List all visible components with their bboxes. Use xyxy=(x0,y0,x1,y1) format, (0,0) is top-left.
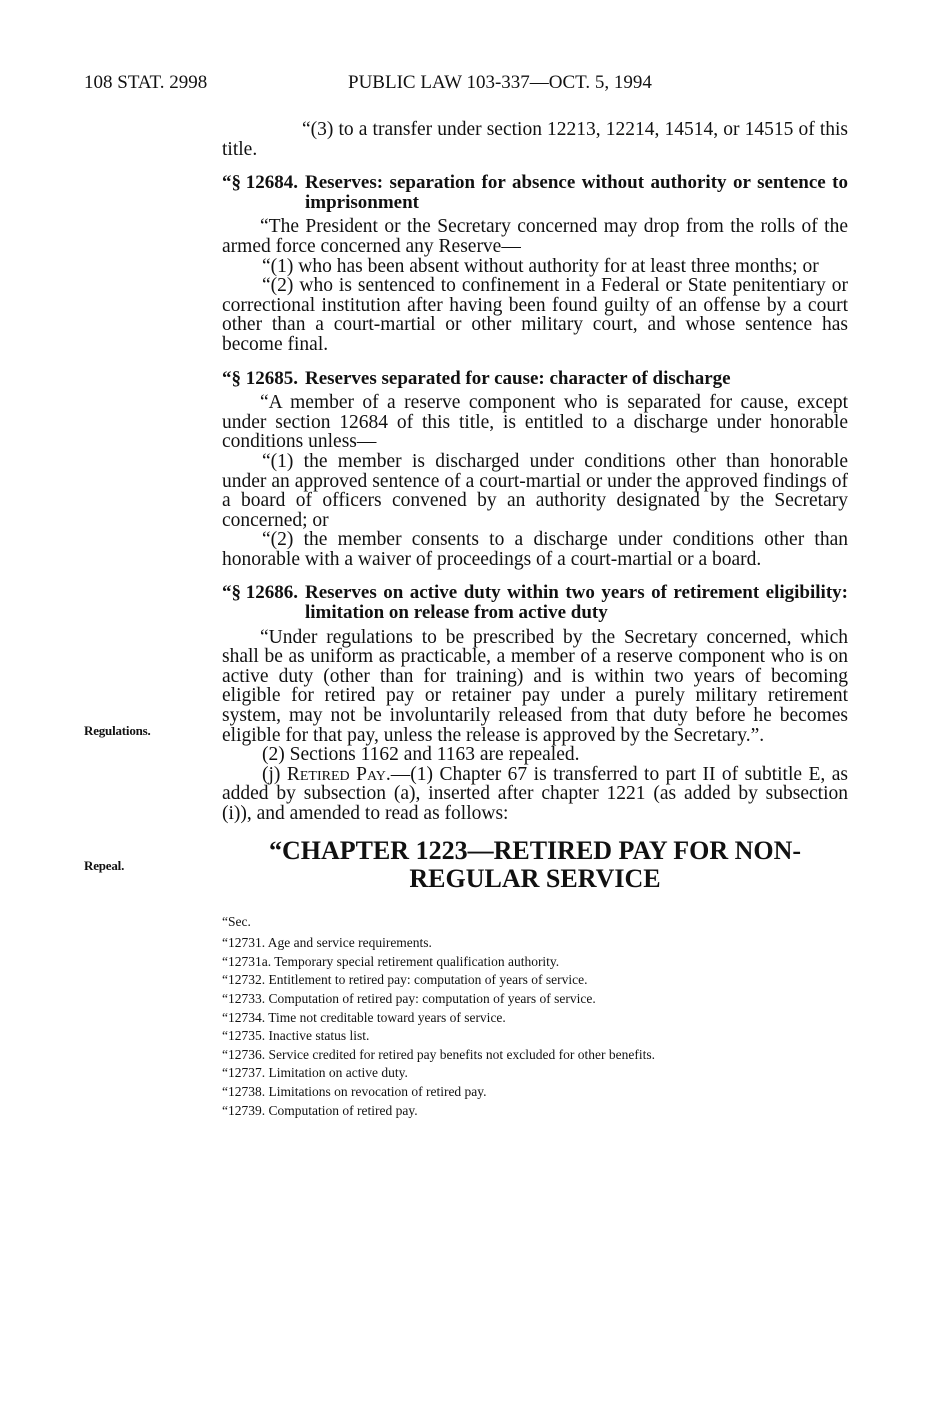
section-12684-para-1: “(1) who has been absent without authority for at least three months; or xyxy=(262,255,819,277)
toc-item: “12737. Limitation on active duty. xyxy=(222,1065,408,1081)
section-12684-heading xyxy=(222,173,848,212)
toc-item: “12731a. Temporary special retirement qualification authority. xyxy=(222,953,560,969)
section-12685-intro: “A member of a reserve component who is separated for cause, except under section 12684 of this title, is entitled to a discharge under honorable conditions unless— xyxy=(222,392,848,453)
section-12686-body: “Under regulations to be prescribed by the Secretary concerned, which shall be as uniform as practicable, a member of a reserve component who is on active duty (other than for training) and is within two years of becoming eligible for retired pay or retainer pay under a purely military retirement system, may not be involuntarily released from that duty before he becomes eligible for that pay, unless the release is approved by the Secretary.”. xyxy=(222,626,848,746)
toc-item: “12736. Service credited for retired pay benefits not excluded for other benefits. xyxy=(222,1046,655,1062)
toc-item: “12738. Limitations on revocation of retired pay. xyxy=(222,1083,487,1099)
section-12685-para-2: “(2) the member consents to a discharge under conditions other than honorable with a waiver of proceedings of a court-martial or a board. xyxy=(222,529,848,570)
section-table-of-contents xyxy=(222,913,848,1121)
repeal-paragraph: (2) Sections 1162 and 1163 are repealed. xyxy=(262,744,580,766)
section-number: “§ 12685. xyxy=(222,367,298,389)
toc-sec-label: “Sec. xyxy=(222,913,251,929)
chapter-heading-line-2: REGULAR SERVICE xyxy=(409,863,661,893)
section-title: Reserves on active duty within two years of retirement eligibility: limitation on release from active duty xyxy=(305,582,848,624)
subsection-j-heading: Retired Pay xyxy=(286,763,386,785)
section-number: “§ 12686. xyxy=(222,582,298,604)
section-number: “§ 12684. xyxy=(222,172,298,194)
toc-item: “12735. Inactive status list. xyxy=(222,1028,370,1044)
subsection-j-text: .—(1) Chapter 67 is transferred to part II of subtitle E, as added by subsection (a), inserted after chapter 1221 (as added by subsection (i)), and amended to read as follows: xyxy=(222,763,849,824)
paragraph-transfer: “(3) to a transfer under section 12213, 12214, 14514, or 14515 of this title. xyxy=(222,119,848,160)
section-12684-intro: “The President or the Secretary concerned may drop from the rolls of the armed force concerned any Reserve— xyxy=(222,216,848,257)
subsection-j-label: (j) xyxy=(262,763,281,785)
chapter-heading xyxy=(222,837,848,893)
chapter-heading-line-1: “CHAPTER 1223—RETIRED PAY FOR NON- xyxy=(268,835,802,865)
margin-note-repeal: Repeal. xyxy=(84,858,125,873)
toc-item: “12733. Computation of retired pay: computation of years of service. xyxy=(222,990,596,1006)
toc-item: “12732. Entitlement to retired pay: computation of years of service. xyxy=(222,972,588,988)
toc-item: “12731. Age and service requirements. xyxy=(222,935,432,951)
section-12685-heading xyxy=(222,369,848,389)
section-12684-para-2: “(2) who is sentenced to confinement in a Federal or State penitentiary or correctional institution after having been found guilty of an offense by a court other than a court-martial or other military court, and whose sentence has become final. xyxy=(222,275,848,355)
section-12686-heading xyxy=(222,583,848,622)
public-law-citation: PUBLIC LAW 103-337—OCT. 5, 1994 xyxy=(348,72,652,93)
toc-item: “12734. Time not creditable toward years of service. xyxy=(222,1009,506,1025)
subsection-j-paragraph xyxy=(222,765,848,824)
main-text-column xyxy=(222,120,848,1120)
margin-note-regulations: Regulations. xyxy=(84,723,151,738)
section-12685-para-1: “(1) the member is discharged under conditions other than honorable under an approved sentence of a court-martial or under the approved findings of a board of officers convened by an authority designated by the Secretary concerned; or xyxy=(222,450,848,531)
section-title: Reserves separated for cause: character of discharge xyxy=(305,367,731,389)
stat-page-number: 108 STAT. 2998 xyxy=(84,72,208,93)
section-title: Reserves: separation for absence without authority or sentence to imprisonment xyxy=(305,172,848,213)
toc-item: “12739. Computation of retired pay. xyxy=(222,1102,418,1118)
